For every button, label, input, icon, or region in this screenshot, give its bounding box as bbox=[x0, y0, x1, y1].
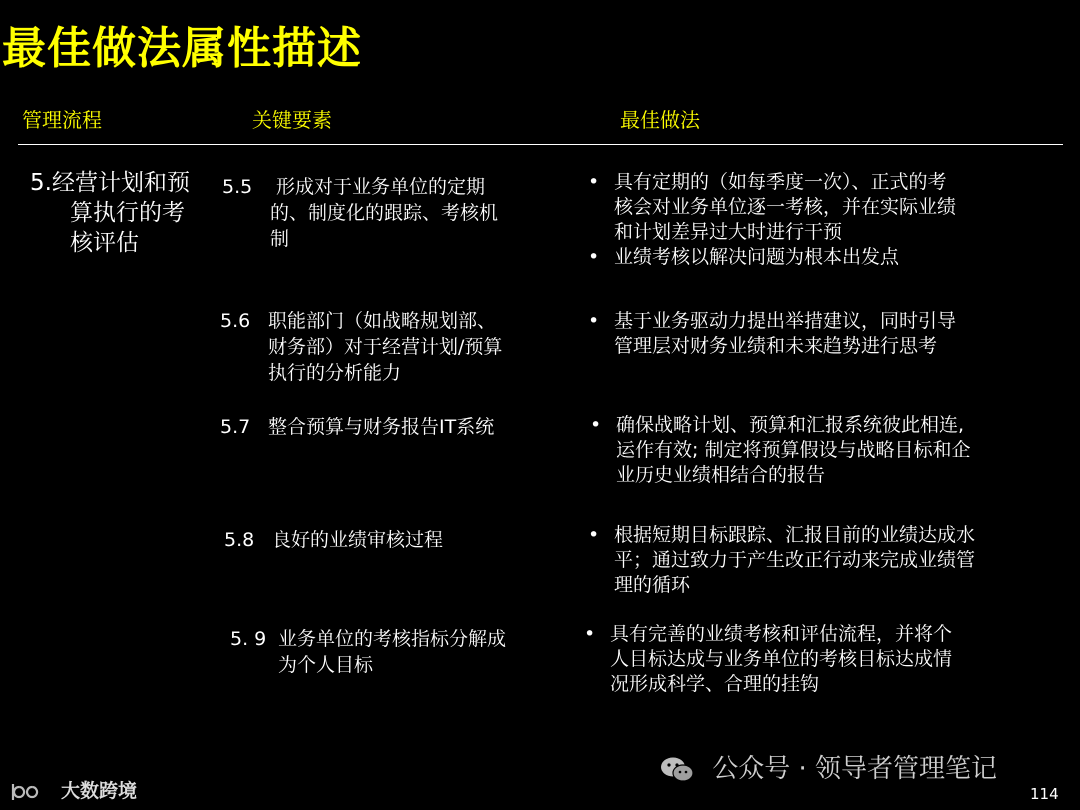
element-line: 制 bbox=[270, 228, 290, 250]
element-number: 5.5 bbox=[222, 176, 253, 198]
bullet-icon: • bbox=[588, 310, 600, 332]
element-line: 财务部）对于经营计划/预算 bbox=[268, 336, 503, 358]
practice-line: 具有定期的（如每季度一次）、正式的考 bbox=[614, 171, 947, 193]
practices-5-5 bbox=[588, 170, 1028, 270]
bullet-icon: • bbox=[590, 414, 602, 436]
practice-line: 平；通过致力于产生改正行动来完成业绩管 bbox=[614, 549, 976, 571]
wechat-watermark bbox=[660, 748, 997, 785]
practices-5-6 bbox=[588, 309, 1028, 359]
brand-logo bbox=[10, 776, 137, 803]
element-number: 5.8 bbox=[224, 529, 255, 551]
page-number: 114 bbox=[1030, 785, 1059, 803]
practice-line: 和计划差异过大时进行干预 bbox=[614, 221, 843, 243]
practice-line: 具有完善的业绩考核和评估流程，并将个 bbox=[610, 623, 953, 645]
practice-line: 况形成科学、合理的挂钩 bbox=[610, 673, 820, 695]
practice-line: 人目标达成与业务单位的考核目标达成情 bbox=[610, 648, 953, 670]
practice-line: 根据短期目标跟踪、汇报目前的业绩达成水 bbox=[614, 524, 976, 546]
key-element-5-8 bbox=[224, 527, 554, 553]
header-practices: 最佳做法 bbox=[620, 108, 700, 132]
practice-line: 核会对业务单位逐一考核，并在实际业绩 bbox=[614, 196, 957, 218]
element-line: 职能部门（如战略规划部、 bbox=[268, 310, 497, 332]
key-element-5-6 bbox=[220, 308, 550, 386]
slide-title: 最佳做法属性描述 bbox=[2, 23, 362, 74]
practices-5-8 bbox=[588, 523, 1028, 598]
wechat-icon bbox=[660, 756, 694, 784]
header-divider bbox=[18, 144, 1063, 145]
brand-logo-icon bbox=[10, 778, 57, 802]
practice-line: 基于业务驱动力提出举措建议，同时引导 bbox=[614, 310, 957, 332]
brand-logo-text: 大数跨境 bbox=[60, 780, 137, 802]
element-number: 5.7 bbox=[220, 416, 251, 438]
element-line: 良好的业绩审核过程 bbox=[272, 529, 444, 551]
key-element-5-5 bbox=[222, 174, 542, 252]
practice-item bbox=[588, 170, 1028, 245]
element-line: 业务单位的考核指标分解成 bbox=[278, 628, 507, 650]
practice-item bbox=[584, 622, 1024, 697]
bullet-icon: • bbox=[588, 171, 600, 193]
wechat-account-name: 公众号 · 领导者管理笔记 bbox=[712, 754, 998, 784]
element-line: 为个人目标 bbox=[278, 654, 374, 676]
process-line: 核评估 bbox=[70, 230, 139, 256]
process-name bbox=[30, 168, 205, 258]
practice-line: 业绩考核以解决问题为根本出发点 bbox=[614, 246, 900, 268]
bullet-icon: • bbox=[584, 623, 596, 645]
element-line: 执行的分析能力 bbox=[268, 362, 402, 384]
process-line: 算执行的考 bbox=[70, 200, 185, 226]
practice-line: 确保战略计划、预算和汇报系统彼此相连, bbox=[616, 414, 965, 436]
practice-item bbox=[588, 245, 1028, 270]
practice-line: 理的循环 bbox=[614, 574, 691, 596]
practice-line: 运作有效; 制定将预算假设与战略目标和企 bbox=[616, 439, 971, 461]
bullet-icon: • bbox=[588, 246, 600, 268]
element-line: 整合预算与财务报告IT系统 bbox=[268, 416, 495, 438]
practice-item bbox=[588, 309, 1028, 359]
bullet-icon: • bbox=[588, 524, 600, 546]
practice-line: 管理层对财务业绩和未来趋势进行思考 bbox=[614, 335, 938, 357]
header-elements: 关键要素 bbox=[252, 108, 332, 132]
header-process: 管理流程 bbox=[22, 108, 102, 132]
practices-5-9 bbox=[584, 622, 1024, 697]
key-element-5-7 bbox=[220, 414, 550, 440]
key-element-5-9 bbox=[230, 626, 560, 678]
practice-item bbox=[588, 523, 1028, 598]
practice-line: 业历史业绩相结合的报告 bbox=[616, 464, 826, 486]
practice-item bbox=[590, 413, 1030, 488]
practices-5-7 bbox=[590, 413, 1030, 488]
element-number: 5. 9 bbox=[230, 628, 267, 650]
element-line: 形成对于业务单位的定期 bbox=[276, 176, 486, 198]
element-number: 5.6 bbox=[220, 310, 251, 332]
process-line: 5.经营计划和预 bbox=[30, 170, 190, 196]
element-line: 的、制度化的跟踪、考核机 bbox=[270, 202, 499, 224]
